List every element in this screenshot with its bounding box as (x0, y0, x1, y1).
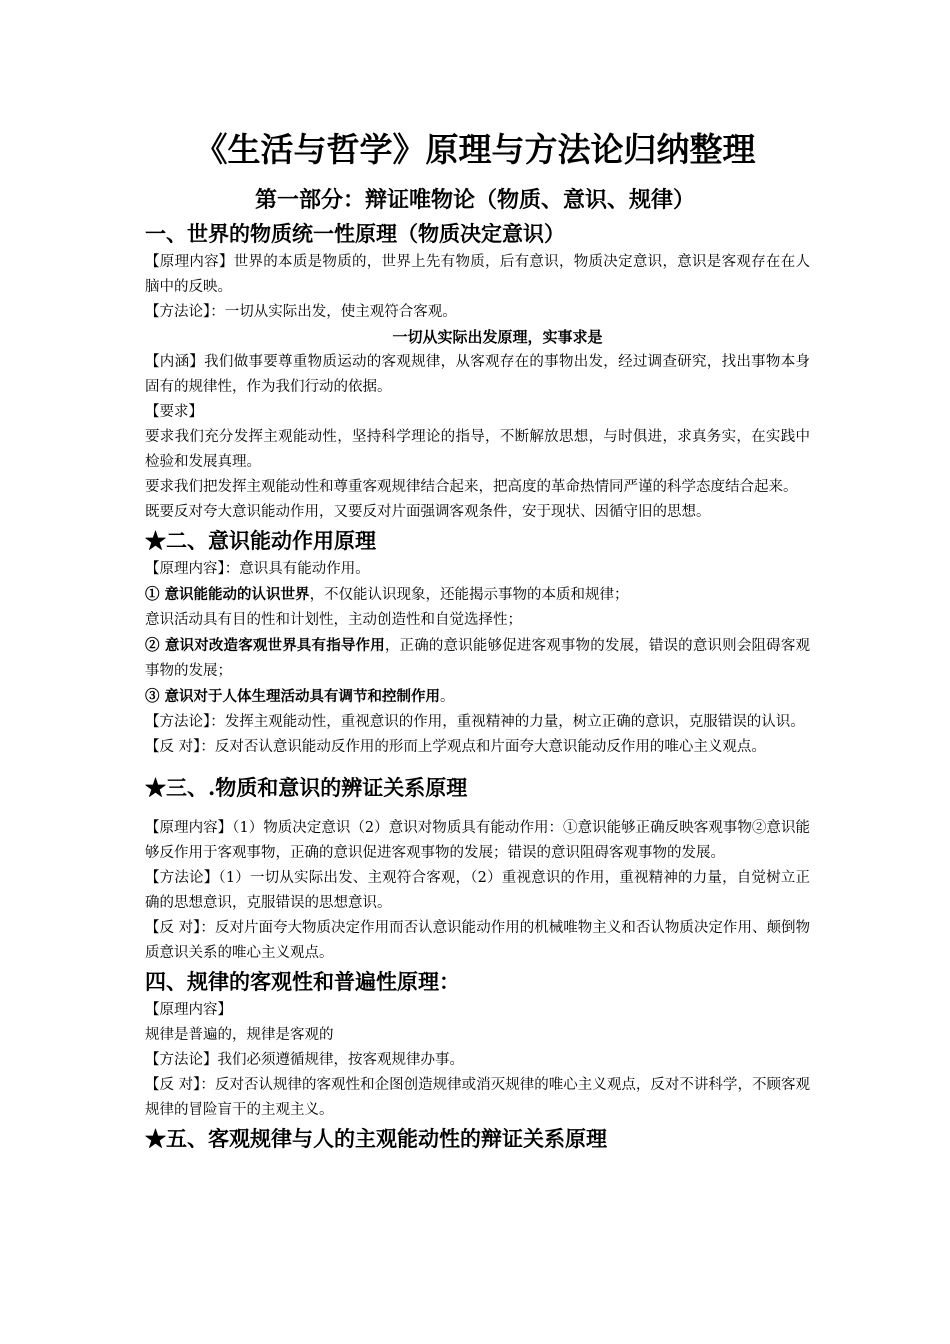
section2-item-1 (145, 582, 810, 608)
section2-item-2 (145, 633, 810, 684)
part-heading: 第一部分：辩证唯物论（物质、意识、规律） (254, 187, 695, 213)
section1-requirement-3: 既要反对夸大意识能动作用，又要反对片面强调客观条件，安于现状、因循守旧的思想。 (145, 504, 711, 520)
section2-item-3 (145, 684, 810, 710)
section4-principle-label: 【原理内容】 (145, 1002, 232, 1018)
section2-heading: ★二、意识能动作用原理 (145, 528, 376, 553)
section2-item-1-bold: ① 意识能能动的认识世界 (145, 586, 310, 603)
section4-method: 【方法论】我们必须遵循规律，按客观规律办事。 (145, 1052, 464, 1068)
section4-principle: 规律是普遍的，规律是客观的 (145, 1027, 334, 1043)
section4-oppose: 【反 对】：反对否认规律的客观性和企图创造规律或消灭规律的唯心主义观点，反对不讲科学，不顾客观规律的冒险盲干的主观主义。 (145, 1077, 810, 1118)
section2-item-2-rest: ，正确的意识能够促进客观事物的发展，错误的意识则会阻碍客观事物的发展； (145, 638, 811, 679)
document-body (145, 218, 810, 1155)
section2-oppose: 【反 对】：反对否认意识能动反作用的形而上学观点和片面夸大意识能动反作用的唯心主义观点。 (145, 739, 766, 755)
section2-principle: 【原理内容】：意识具有能动作用。 (145, 561, 370, 577)
section2-item-3-bold: ③ 意识对于人体生理活动具有调节和控制作用 (145, 688, 441, 705)
document-title: 《生活与哲学》原理与方法论归纳整理 (194, 130, 756, 169)
section1-subheading: 一切从实际出发原理，实事求是 (392, 328, 603, 346)
section2-item-1-rest: ，不仅能认识现象，还能揭示事物的本质和规律； (309, 587, 629, 603)
section3-oppose: 【反 对】：反对片面夸大物质决定作用而否认意识能动作用的机械唯物主义和否认物质决定作用、颠倒物质意识关系的唯心主义观点。 (145, 920, 810, 961)
section1-connotation: 【内涵】我们做事要尊重物质运动的客观规律，从客观存在的事物出发，经过调查研究，找出事物本身固有的规律性，作为我们行动的依据。 (145, 354, 810, 395)
section1-requirement-2: 要求我们把发挥主观能动性和尊重客观规律结合起来，把高度的革命热情同严谨的科学态度结合起来。 (145, 479, 798, 495)
section2-item-2-bold: ② 意识对改造客观世界具有指导作用 (145, 637, 385, 654)
section1-requirement-1: 要求我们充分发挥主观能动性，坚持科学理论的指导，不断解放思想，与时俱进，求真务实，在实践中检验和发展真理。 (145, 429, 810, 470)
section4-heading: 四、规律的客观性和普遍性原理： (145, 969, 460, 994)
section1-method: 【方法论】：一切从实际出发，使主观符合客观。 (145, 304, 457, 320)
section1-requirement-label: 【要求】 (145, 404, 203, 420)
section5-heading: ★五、客观规律与人的主观能动性的辩证关系原理 (145, 1126, 607, 1151)
section2-item-3-rest: 。 (440, 689, 455, 705)
section1-heading: 一、世界的物质统一性原理（物质决定意识） (145, 221, 565, 246)
section2-item-1-extra: 意识活动具有目的性和计划性，主动创造性和自觉选择性； (145, 612, 522, 628)
section1-principle: 【原理内容】世界的本质是物质的，世界上先有物质，后有意识，物质决定意识，意识是客观存在在人脑中的反映。 (145, 254, 810, 295)
section3-principle: 【原理内容】（1）物质决定意识（2）意识对物质具有能动作用：①意识能够正确反映客观事物②意识能够反作用于客观事物，正确的意识促进客观事物的发展；错误的意识阻碍客观事物的发展。 (145, 820, 810, 861)
section2-method: 【方法论】：发挥主观能动性，重视意识的作用，重视精神的力量，树立正确的意识，克服错误的认识。 (145, 714, 805, 730)
section3-method: 【方法论】（1）一切从实际出发、主观符合客观，（2）重视意识的作用，重视精神的力量，自觉树立正确的思想意识，克服错误的思想意识。 (145, 870, 810, 911)
section3-heading: ★三、.物质和意识的辨证关系原理 (145, 775, 468, 800)
